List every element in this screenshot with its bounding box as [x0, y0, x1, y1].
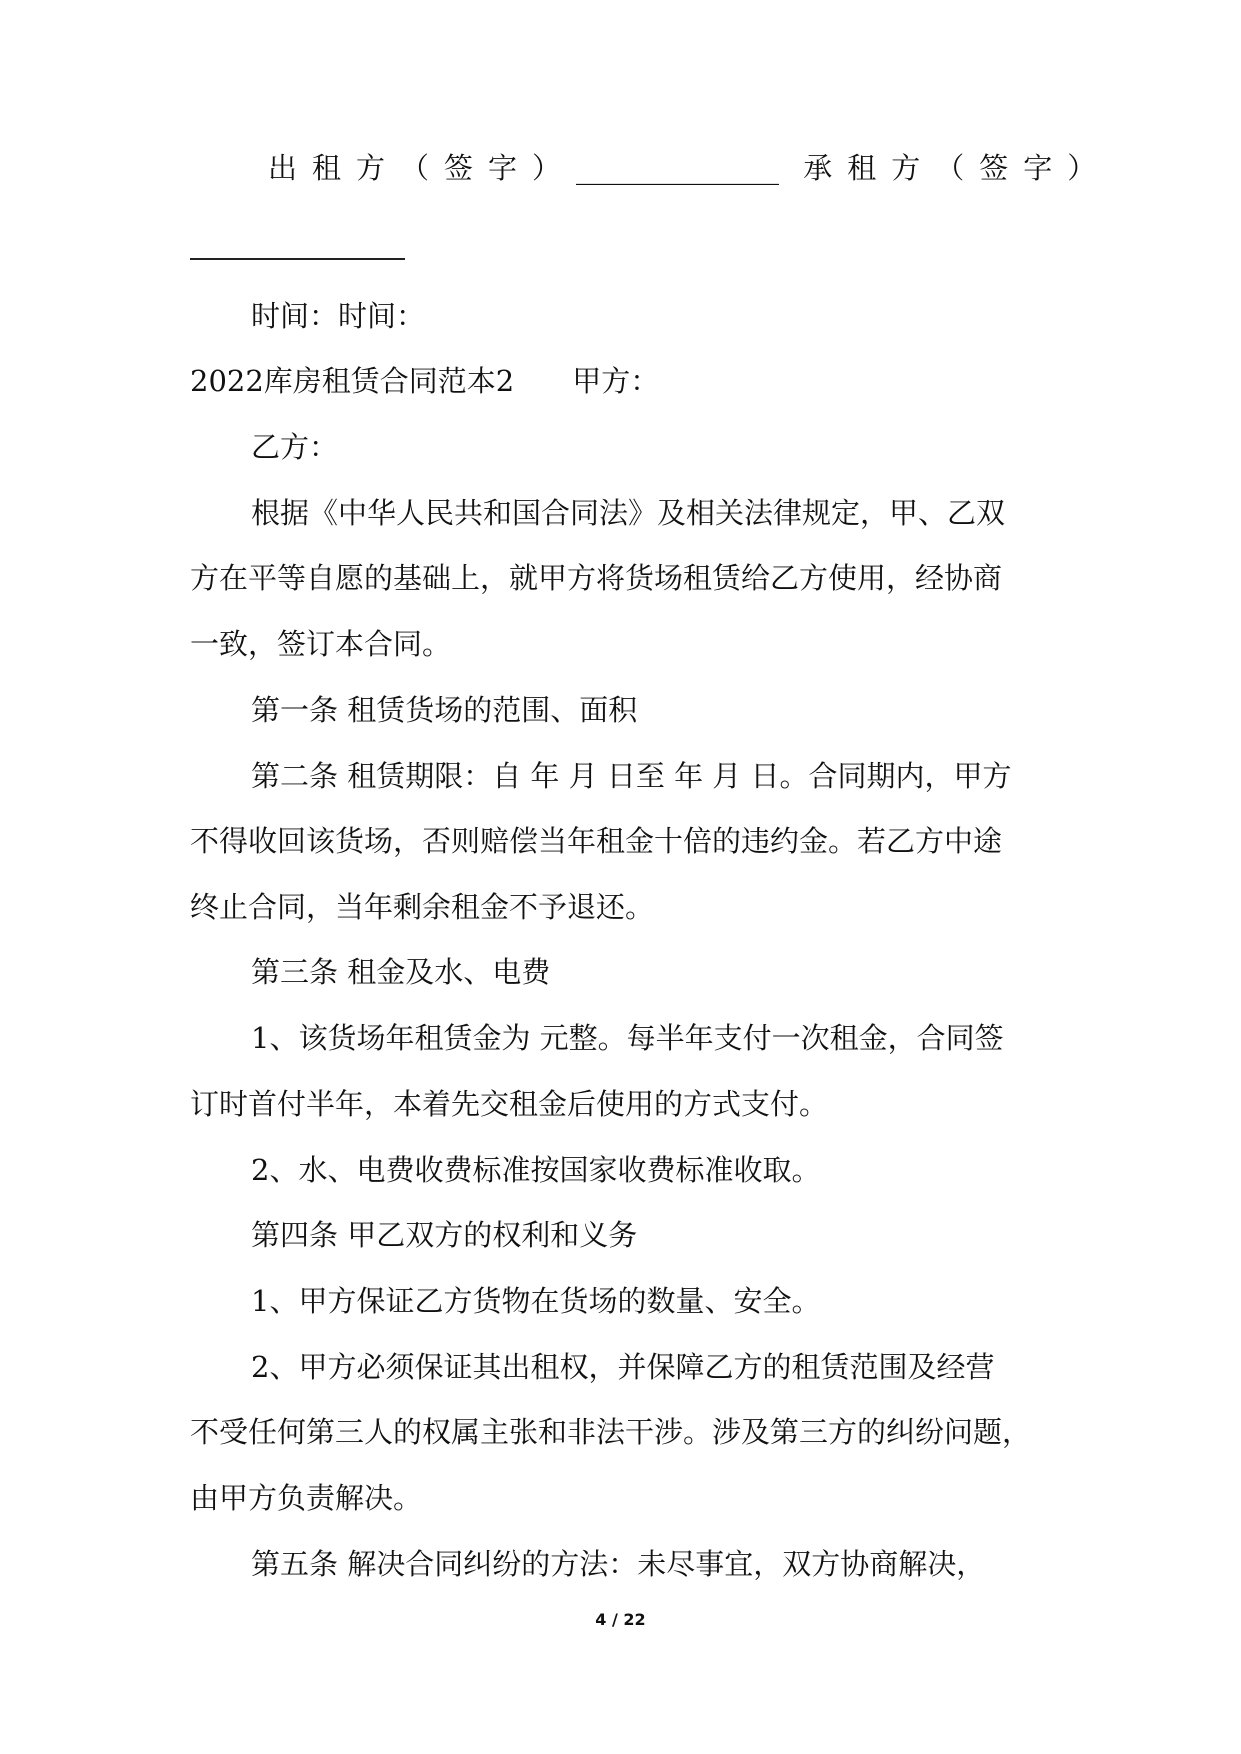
time-line: 时间：时间：: [251, 299, 426, 333]
paragraph-line: 根据《中华人民共和国合同法》及相关法律规定，甲、乙双: [251, 496, 1006, 530]
paragraph-line: 1、甲方保证乙方货物在货场的数量、安全。: [251, 1284, 821, 1318]
paragraph-line: 2、甲方必须保证其出租权，并保障乙方的租赁范围及经营: [251, 1350, 995, 1384]
article-heading: 第五条 解决合同纠纷的方法：未尽事宜，双方协商解决，: [251, 1547, 986, 1581]
paragraph-line: 2、水、电费收费标准按国家收费标准收取。: [251, 1153, 821, 1187]
contract-title: 2022库房租赁合同范本2: [190, 364, 515, 398]
signature-line: [268, 148, 1111, 188]
article-heading: 第一条 租赁货场的范围、面积: [251, 693, 638, 727]
article-heading: 第三条 租金及水、电费: [251, 955, 551, 989]
contract-heading: [190, 361, 659, 401]
paragraph-line: 第二条 租赁期限：自 年 月 日至 年 月 日。合同期内，甲方: [251, 759, 1012, 793]
paragraph-line: 1、该货场年租赁金为 元整。每半年支付一次租金，合同签: [251, 1021, 1004, 1055]
paragraph-line: 方在平等自愿的基础上，就甲方将货场租赁给乙方使用，经协商: [190, 561, 1003, 595]
paragraph-line: 不得收回该货场，否则赔偿当年租金十倍的违约金。若乙方中途: [190, 824, 1003, 858]
lessee-signature-blank: [190, 258, 405, 260]
paragraph-line: 终止合同，当年剩余租金不予退还。: [190, 890, 655, 924]
paragraph-line: 由甲方负责解决。: [190, 1481, 423, 1515]
paragraph-line: 订时首付半年，本着先交租金后使用的方式支付。: [190, 1087, 829, 1121]
party-a-label: 甲方：: [572, 364, 660, 398]
paragraph-line: 不受任何第三人的权属主张和非法干涉。涉及第三方的纠纷问题，: [190, 1415, 1032, 1449]
article-heading: 第四条 甲乙双方的权利和义务: [251, 1218, 638, 1252]
party-b-label: 乙方：: [251, 430, 339, 464]
paragraph-line: 一致，签订本合同。: [190, 627, 452, 661]
lessee-signature-label: 承租方（签字）: [803, 151, 1112, 185]
lessor-signature-label: 出租方（签字）: [268, 151, 577, 185]
page-number: 4 / 22: [595, 1610, 646, 1629]
lessor-signature-blank: ______________: [576, 151, 780, 185]
